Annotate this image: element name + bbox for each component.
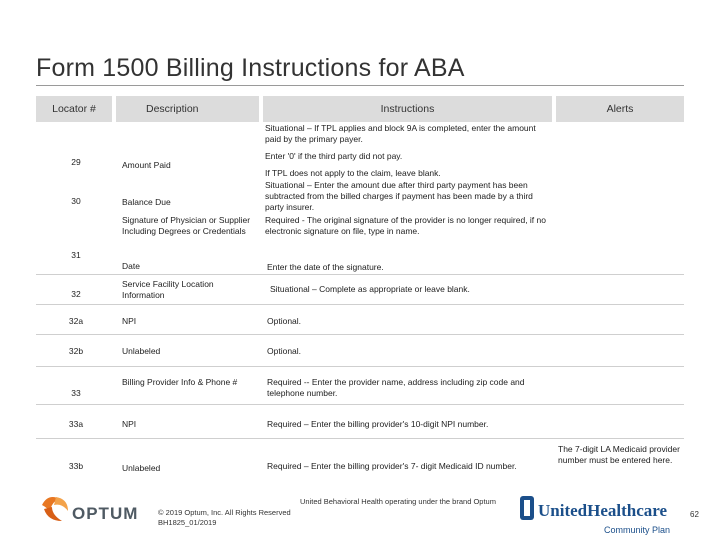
description-31: Signature of Physician or Supplier Including Degrees or Credentials (122, 215, 251, 236)
description-33: Billing Provider Info & Phone # (122, 377, 238, 387)
alert-33b: The 7-digit LA Medicaid provider number must be entered here. (558, 444, 680, 465)
page-title: Form 1500 Billing Instructions for ABA (36, 54, 465, 82)
optum-logo (38, 493, 150, 534)
instruction-31-date: Enter the date of the signature. (267, 262, 384, 272)
description-30: Balance Due (122, 197, 171, 207)
uhc-wordmark: UnitedHealthcare (538, 501, 668, 520)
footer-brand-note: United Behavioral Health operating under the brand Optum (300, 497, 496, 506)
row-divider (36, 274, 684, 275)
instruction-33a: Required – Enter the billing provider's 10-digit NPI number. (267, 419, 489, 429)
document-code: BH1825_01/2019 (158, 518, 217, 527)
copyright-text: © 2019 Optum, Inc. All Rights Reserved (158, 508, 291, 517)
locator-30: 30 (71, 196, 81, 206)
instruction-32b: Optional. (267, 346, 302, 356)
description-33a: NPI (122, 419, 137, 429)
header-description: Description (116, 96, 259, 122)
instruction-32: Situational – Complete as appropriate or leave blank. (270, 284, 470, 294)
instruction-29-zero: Enter '0' if the third party did not pay. (265, 151, 403, 161)
title-divider (36, 85, 684, 86)
instruction-30: Situational – Enter the amount due after third party payment has been subtracted from the billed charges if payment has been made by a third party insurer. (265, 180, 533, 212)
description-32a: NPI (122, 316, 137, 326)
header-alerts: Alerts (556, 96, 684, 122)
locator-31: 31 (71, 250, 81, 260)
row-divider (36, 404, 684, 405)
instruction-33: Required -- Enter the provider name, address including zip code and telephone number. (267, 377, 525, 398)
unitedhealthcare-logo (518, 494, 684, 541)
description-32b: Unlabeled (122, 346, 161, 356)
locator-32b: 32b (68, 346, 84, 356)
locator-29: 29 (71, 157, 81, 167)
row-divider (36, 334, 684, 335)
instruction-31: Required - The original signature of the provider is no longer required, if no electronic signature on file, type in name. (265, 215, 546, 236)
header-locator: Locator # (36, 96, 112, 122)
instruction-32a: Optional. (267, 316, 302, 326)
locator-33: 33 (71, 388, 81, 398)
row-divider (36, 366, 684, 367)
row-divider (36, 438, 684, 439)
instruction-29: Situational – If TPL applies and block 9A is completed, enter the amount paid by the primary payer. (265, 123, 536, 144)
description-29: Amount Paid (122, 160, 171, 170)
instruction-33b: Required – Enter the billing provider's 7- digit Medicaid ID number. (267, 461, 517, 471)
optum-logo-mark (38, 493, 150, 529)
page-number: 62 (690, 510, 699, 519)
uhc-logo-mark (518, 494, 684, 536)
instruction-29-no-tpl: If TPL does not apply to the claim, leave blank. (265, 168, 441, 178)
locator-33b: 33b (68, 461, 84, 471)
optum-wordmark: OPTUM (72, 504, 139, 523)
header-instructions: Instructions (263, 96, 552, 122)
row-divider (36, 304, 684, 305)
description-32: Service Facility Location Information (122, 279, 214, 300)
locator-33a: 33a (68, 419, 84, 429)
description-31-date: Date (122, 261, 140, 271)
uhc-subtitle: Community Plan (604, 525, 671, 535)
copyright-block (158, 508, 291, 528)
locator-32: 32 (71, 289, 81, 299)
locator-32a: 32a (68, 316, 84, 326)
description-33b: Unlabeled (122, 463, 161, 473)
